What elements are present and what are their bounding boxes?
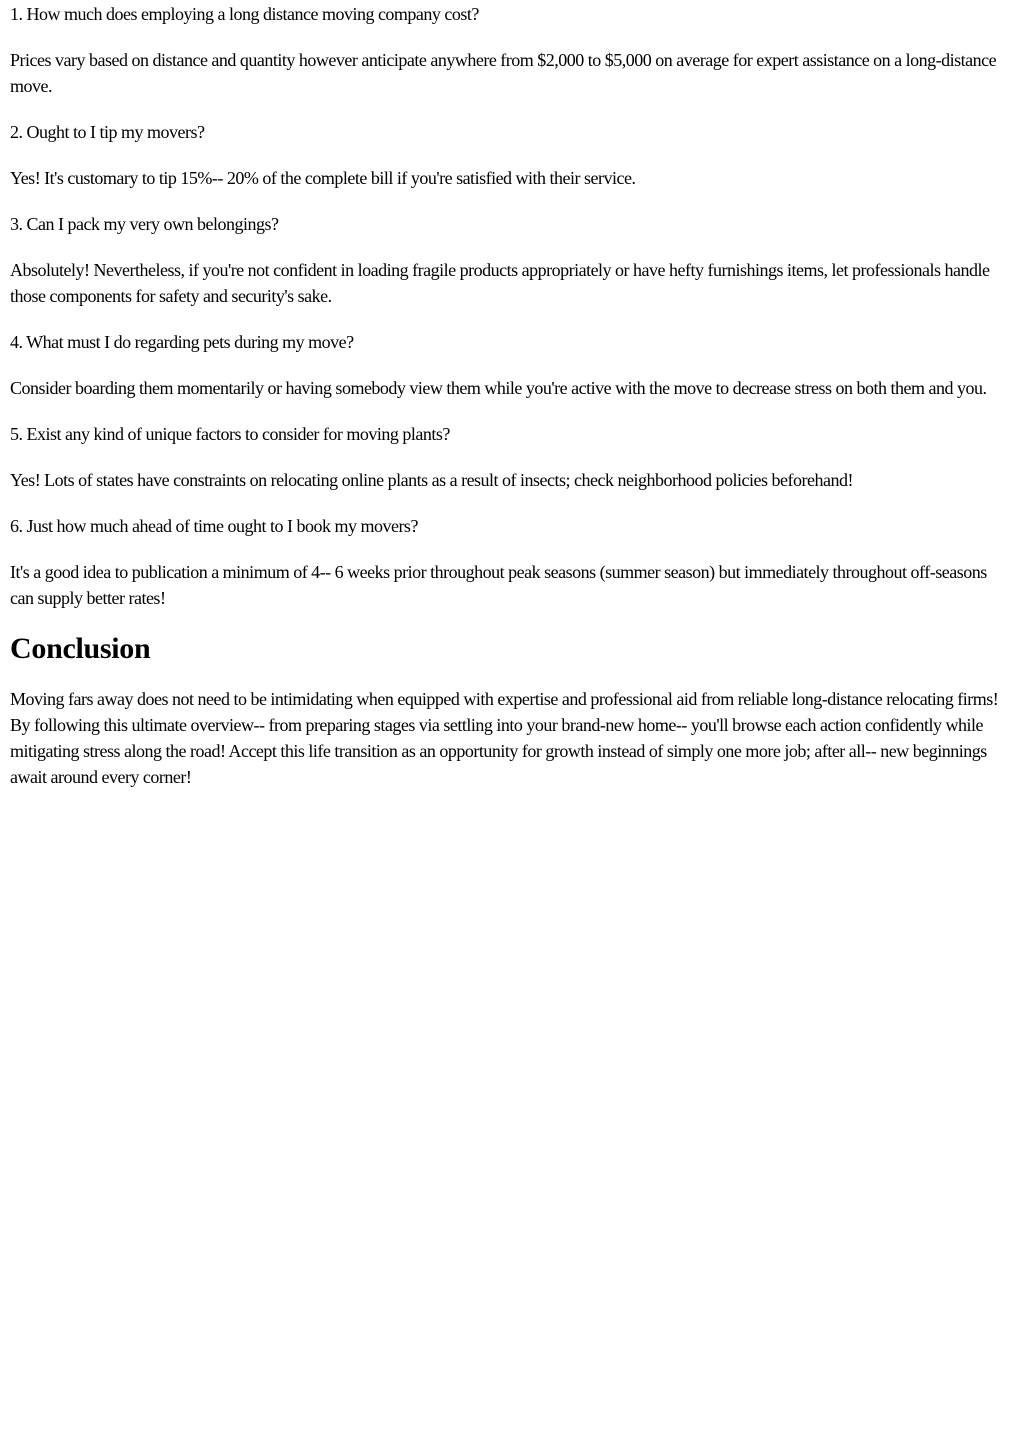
conclusion-body: Moving fars away does not need to be intimidating when equipped with expertise and professional aid from reliable long-distance relocating firms! By following this ultimate overview-- from preparing stages via settling into your brand-new home-- you'll browse each action confidently while mitigating stress along the road! Accept this life transition as an opportunity for growth instead of simply one more job; after all-- new beginnings await around every corner! — [10, 689, 999, 787]
faq-section — [10, 1, 1014, 611]
faq-question: 6. Just how much ahead of time ought to I book my movers? — [10, 516, 418, 536]
faq-answer: Yes! Lots of states have constraints on relocating online plants as a result of insects; check neighborhood policies beforehand! — [10, 470, 853, 490]
faq-question: 1. How much does employing a long distance moving company cost? — [10, 4, 479, 24]
conclusion-heading: Conclusion — [10, 632, 151, 665]
faq-answer: Consider boarding them momentarily or having somebody view them while you're active with the move to decrease stress on both them and you. — [10, 378, 987, 398]
faq-answer: Prices vary based on distance and quantity however anticipate anywhere from $2,000 to $5,000 on average for expert assistance on a long-distance move. — [10, 50, 997, 96]
faq-answer: It's a good idea to publication a minimum of 4-- 6 weeks prior throughout peak seasons (summer season) but immediately throughout off-seasons can supply better rates! — [10, 562, 987, 608]
faq-question: 2. Ought to I tip my movers? — [10, 122, 205, 142]
conclusion-section — [10, 631, 1014, 790]
faq-question: 5. Exist any kind of unique factors to consider for moving plants? — [10, 424, 450, 444]
faq-answer: Yes! It's customary to tip 15%-- 20% of the complete bill if you're satisfied with their service. — [10, 168, 636, 188]
faq-answer: Absolutely! Nevertheless, if you're not confident in loading fragile products appropriately or have hefty furnishings items, let professionals handle those components for safety and security's sake. — [10, 260, 990, 306]
faq-question: 4. What must I do regarding pets during my move? — [10, 332, 354, 352]
faq-question: 3. Can I pack my very own belongings? — [10, 214, 279, 234]
